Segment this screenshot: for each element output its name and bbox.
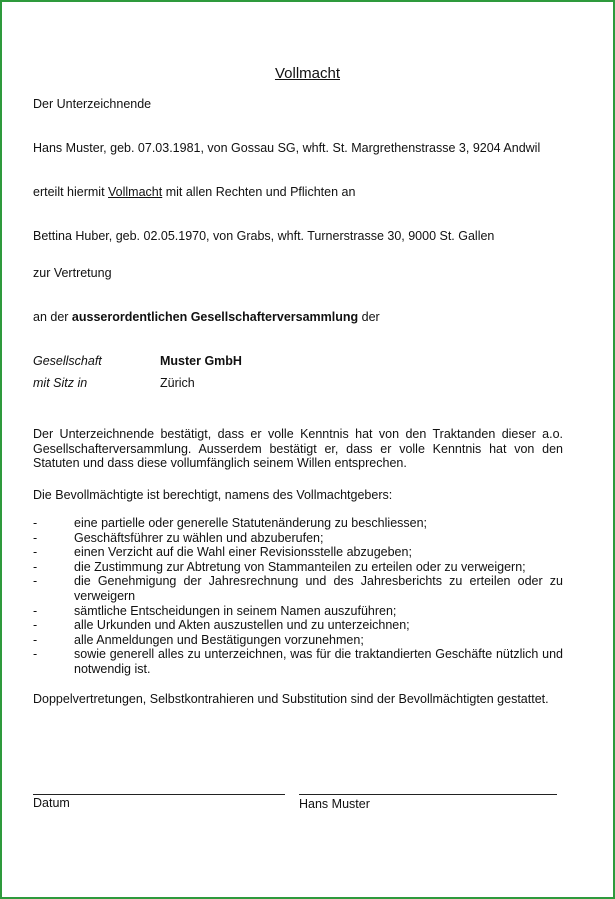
agent-details: Bettina Huber, geb. 02.05.1970, von Grabs, whft. Turnerstrasse 30, 9000 St. Gallen [33, 229, 495, 243]
company-name-value: Muster GmbH [160, 354, 242, 368]
list-item-text: Geschäftsführer zu wählen und abzuberufen; [74, 530, 324, 545]
list-item [33, 531, 563, 546]
list-item-text: die Genehmigung der Jahresrechnung und des Jahresberichts zu erteilen oder zu verweigern [74, 574, 563, 603]
company-name-label: Gesellschaft [33, 354, 102, 368]
bullet-marker: - [33, 516, 38, 530]
list-item [33, 647, 563, 676]
list-item-text: sämtliche Entscheidungen in seinem Namen auszuführen; [74, 603, 397, 618]
authorization-list [33, 516, 563, 677]
bullet-marker: - [33, 530, 38, 545]
authorization-intro: Die Bevollmächtigte ist berechtigt, namens des Vollmachtgebers: [33, 488, 393, 502]
bullet-marker: - [33, 647, 38, 662]
list-item [33, 574, 563, 603]
list-item [33, 604, 563, 619]
signer-name: Hans Muster [299, 797, 370, 811]
bullet-marker: - [33, 545, 38, 560]
meeting-type: ausserordentlichen Gesellschafterversammlung [71, 310, 359, 324]
meeting-text-after: der [358, 310, 380, 324]
grant-keyword: Vollmacht [108, 185, 163, 199]
bullet-marker: - [33, 603, 38, 618]
grant-text-before: erteilt hiermit [33, 185, 109, 199]
undersigned-label: Der Unterzeichnende [33, 97, 152, 111]
purpose-text: zur Vertretung [33, 266, 112, 280]
company-seat-label: mit Sitz in [33, 376, 88, 390]
bullet-marker: - [33, 574, 38, 589]
list-item [33, 618, 563, 633]
document-title: Vollmacht [274, 65, 341, 82]
bullet-marker: - [33, 618, 38, 633]
grant-text-after: mit allen Rechten und Pflichten an [162, 185, 356, 199]
list-item [33, 560, 563, 575]
bullet-marker: - [33, 559, 38, 574]
list-item-text: alle Anmeldungen und Bestätigungen vorzunehmen; [74, 632, 364, 647]
meeting-text-before: an der [33, 310, 72, 324]
signer-signature-line [299, 794, 557, 795]
list-item-text: eine partielle oder generelle Statutenänderung zu beschliessen; [74, 516, 428, 530]
meeting-statement [33, 310, 380, 324]
list-item-text: einen Verzicht auf die Wahl einer Revisionsstelle abzugeben; [74, 545, 412, 560]
list-item-text: sowie generell alles zu unterzeichnen, was für die traktandierten Geschäfte nützlich und notwendig ist. [74, 647, 563, 676]
list-item-text: alle Urkunden und Akten auszustellen und zu unterzeichnen; [74, 618, 410, 633]
list-item [33, 545, 563, 560]
principal-details: Hans Muster, geb. 07.03.1981, von Gossau SG, whft. St. Margrethenstrasse 3, 9204 Andwil [33, 141, 541, 155]
company-seat-value: Zürich [160, 376, 195, 390]
confirmation-paragraph: Der Unterzeichnende bestätigt, dass er volle Kenntnis hat von den Traktanden dieser a.o. Gesellschafterversammlung. Ausserdem bestätigt er, dass er volle Kenntnis hat von den Statuten und dass diese vollumfänglich seinem Willen entsprechen. [33, 427, 563, 471]
date-signature-line [33, 794, 285, 795]
bullet-marker: - [33, 632, 38, 647]
list-item [33, 633, 563, 648]
list-item-text: die Zustimmung zur Abtretung von Stammanteilen zu erteilen oder zu verweigern; [74, 559, 526, 574]
grant-statement [33, 185, 355, 199]
date-label: Datum [33, 796, 70, 810]
list-item [33, 516, 563, 531]
closing-paragraph: Doppelvertretungen, Selbstkontrahieren und Substitution sind der Bevollmächtigten gestattet. [33, 692, 549, 706]
